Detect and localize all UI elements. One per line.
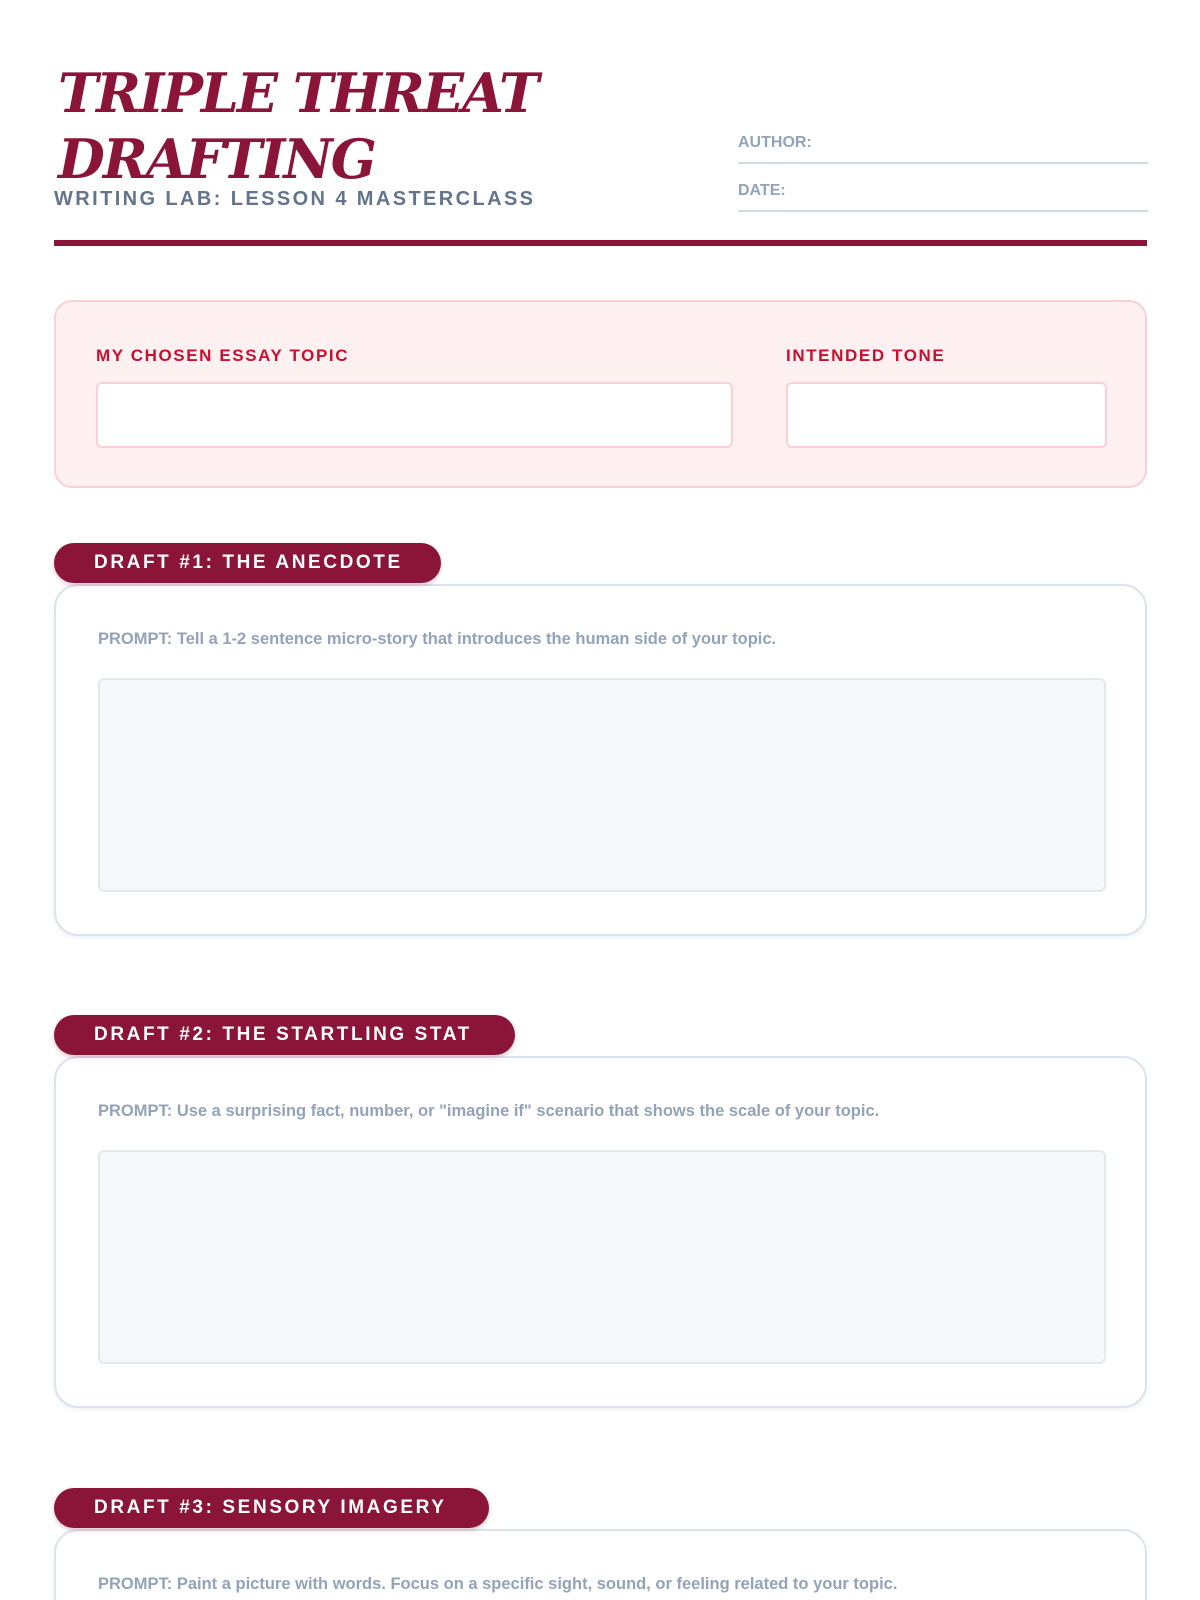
author-field[interactable]	[738, 132, 1148, 164]
date-label: DATE:	[738, 182, 786, 199]
page-title-line-2: DRAFTING	[58, 127, 375, 191]
draft-2-card	[54, 1056, 1147, 1408]
draft-1-title: DRAFT #1: THE ANECDOTE	[54, 543, 441, 583]
worksheet-header	[54, 54, 1147, 244]
draft-1-response-area[interactable]	[98, 678, 1106, 892]
draft-2-title: DRAFT #2: THE STARTLING STAT	[54, 1015, 515, 1055]
draft-2-response-area[interactable]	[98, 1150, 1106, 1364]
date-field[interactable]	[738, 180, 1148, 212]
page-title	[58, 60, 658, 192]
topic-panel	[54, 300, 1147, 488]
draft-2-prompt: PROMPT: Use a surprising fact, number, or "imagine if" scenario that shows the scale of your topic.	[98, 1102, 880, 1120]
draft-1-card	[54, 584, 1147, 936]
draft-3-card	[54, 1529, 1147, 1600]
page-subtitle: WRITING LAB: LESSON 4 MASTERCLASS	[54, 188, 536, 210]
author-label: AUTHOR:	[738, 134, 812, 151]
essay-topic-label: MY CHOSEN ESSAY TOPIC	[96, 346, 350, 365]
intended-tone-input[interactable]	[786, 382, 1107, 448]
page-title-line-1: TRIPLE THREAT	[58, 61, 538, 125]
draft-3-title: DRAFT #3: SENSORY IMAGERY	[54, 1488, 489, 1528]
essay-topic-input[interactable]	[96, 382, 733, 448]
draft-1-prompt: PROMPT: Tell a 1-2 sentence micro-story that introduces the human side of your topic.	[98, 630, 777, 648]
intended-tone-label: INTENDED TONE	[786, 346, 946, 365]
draft-3-prompt: PROMPT: Paint a picture with words. Focus on a specific sight, sound, or feeling related to your topic.	[98, 1575, 898, 1593]
header-divider	[54, 240, 1147, 246]
